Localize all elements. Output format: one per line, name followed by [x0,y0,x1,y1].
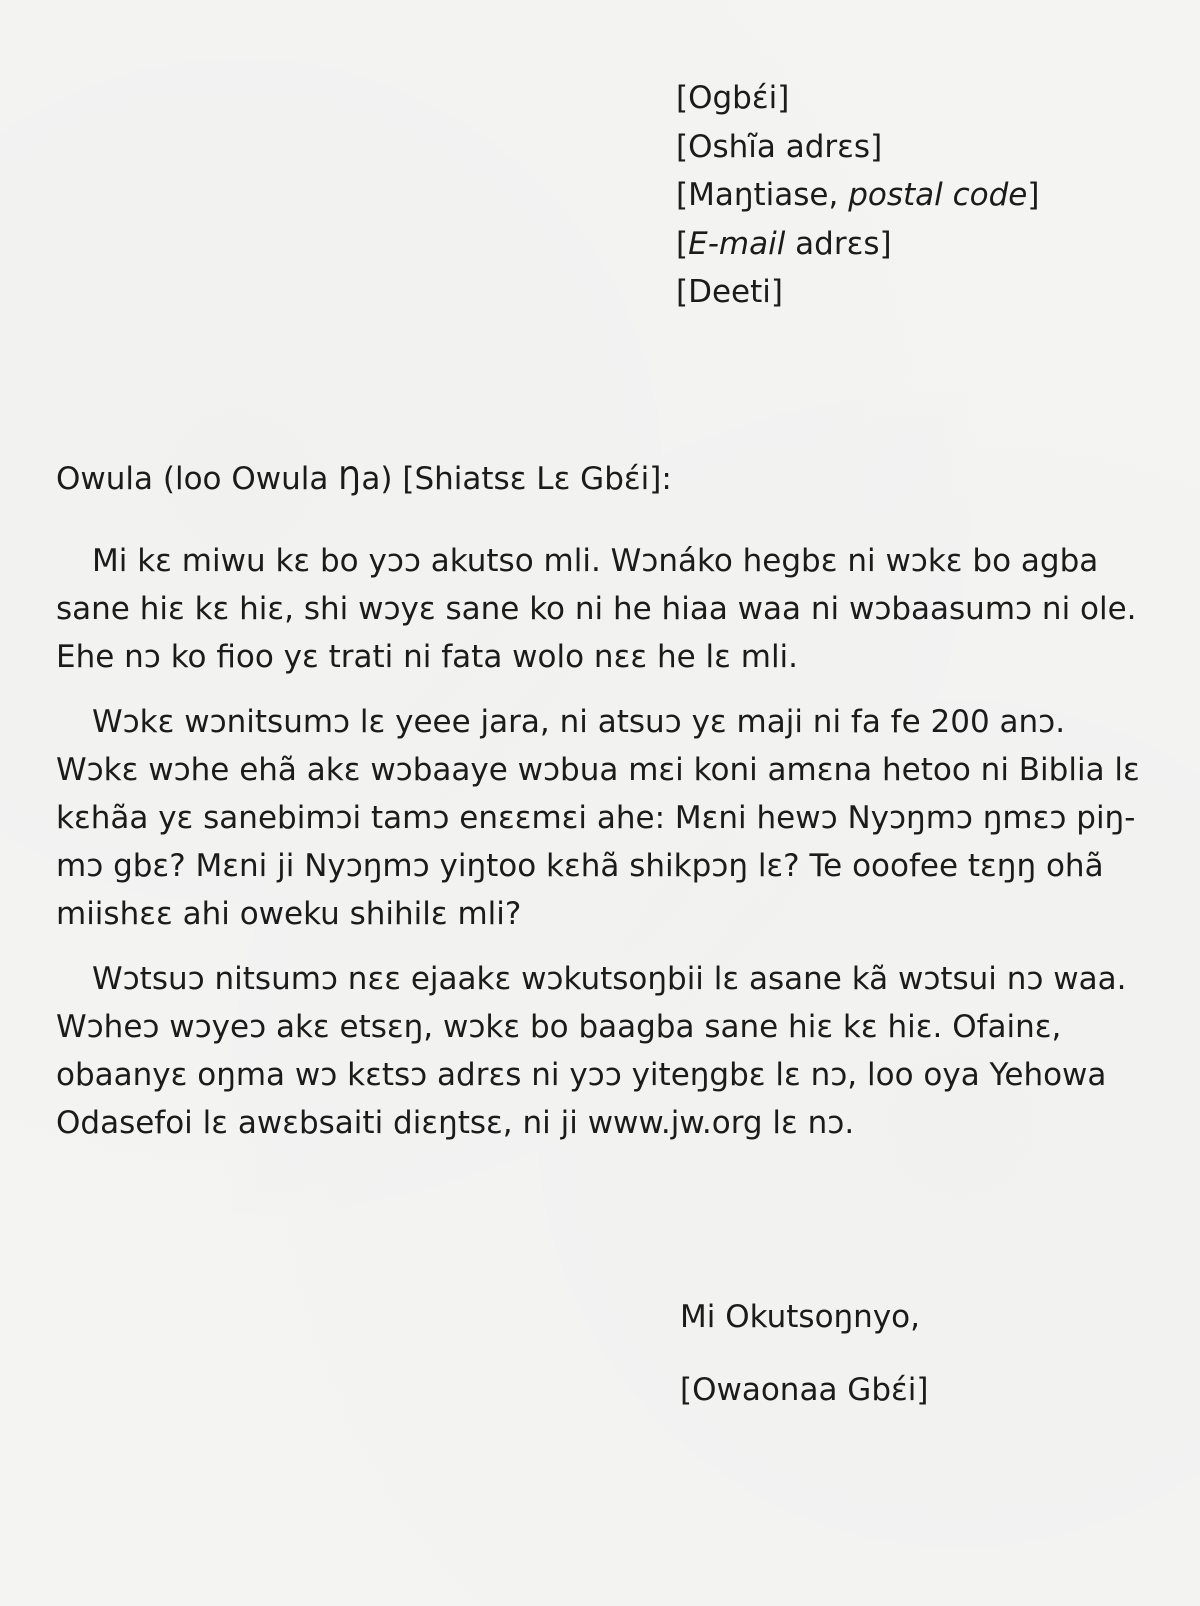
body-line: Wɔtsuɔ nitsumɔ nɛɛ ejaakɛ wɔkutsoŋbii lɛ asane kã wɔtsui nɔ waa. [92,961,1127,997]
body-line: sane hiɛ kɛ hiɛ, shi wɔyɛ sane ko ni he hiaa waa ni wɔbaasumɔ ni ole. [56,591,1137,627]
sender-email-prefix: [ [676,225,689,262]
signature: [Owaonaa Gbɛ́i] [680,1372,929,1408]
body-line: miishɛɛ ahi oweku shihilɛ mli? [56,896,522,932]
sender-block [676,74,1039,317]
sender-email-suffix: adrɛs] [785,225,892,262]
sender-date: [Deeti] [676,274,783,310]
body-paragraph-2 [56,698,1146,938]
sender-city-prefix: [Maŋtiase, [676,177,849,213]
body-line: Wɔkɛ wɔhe ehã akɛ wɔbaaye wɔbua mɛi koni amɛna hetoo ni Biblia lɛ [56,752,1140,788]
body-line: Wɔkɛ wɔnitsumɔ lɛ yeee jara, ni atsuɔ yɛ maji ni fa fe 200 anɔ. [92,704,1066,740]
body-line: Wɔheɔ wɔyeɔ akɛ etsɛŋ, wɔkɛ bo baagba sane hiɛ kɛ hiɛ. Ofainɛ, [56,1009,1062,1045]
sender-city-suffix: ] [1027,177,1040,213]
body-line: Ehe nɔ ko fioo yɛ trati ni fata wolo nɛɛ he lɛ mli. [56,639,799,675]
sender-address: [Oshĩa adrɛs] [676,128,883,165]
body-paragraph-1 [56,537,1146,681]
body-line: obaanyɛ oŋma wɔ kɛtsɔ adrɛs ni yɔɔ yiteŋgbɛ lɛ nɔ, loo oya Yehowa [56,1057,1107,1093]
sender-city-postal: postal code [848,177,1028,213]
sender-email [676,220,1039,269]
body-line: kɛhãa yɛ sanebimɔi tamɔ enɛɛmɛi ahe: Mɛni hewɔ Nyɔŋmɔ ŋmɛɔ piŋ- [56,800,1136,836]
body-line: mɔ gbɛ? Mɛni ji Nyɔŋmɔ yiŋtoo kɛhã shikpɔŋ lɛ? Te ooofee tɛŋŋ ohã [56,848,1104,884]
body-paragraph-3 [56,955,1146,1147]
salutation: Owula (loo Owula Ŋa) [Shiatsɛ Lɛ Gbɛ́i]: [56,461,672,497]
sender-name: [Ogbɛ́i] [676,80,790,116]
body-line: Mi kɛ miwu kɛ bo yɔɔ akutso mli. Wɔnáko hegbɛ ni wɔkɛ bo agba [92,543,1099,579]
sender-city [676,171,1039,220]
letter-body [56,537,1146,1164]
body-line: Odasefoi lɛ awɛbsaiti diɛŋtsɛ, ni ji www.jw.org lɛ nɔ. [56,1105,855,1141]
closing: Mi Okutsoŋnyo, [680,1299,920,1335]
sender-email-label: E-mail [688,225,786,262]
